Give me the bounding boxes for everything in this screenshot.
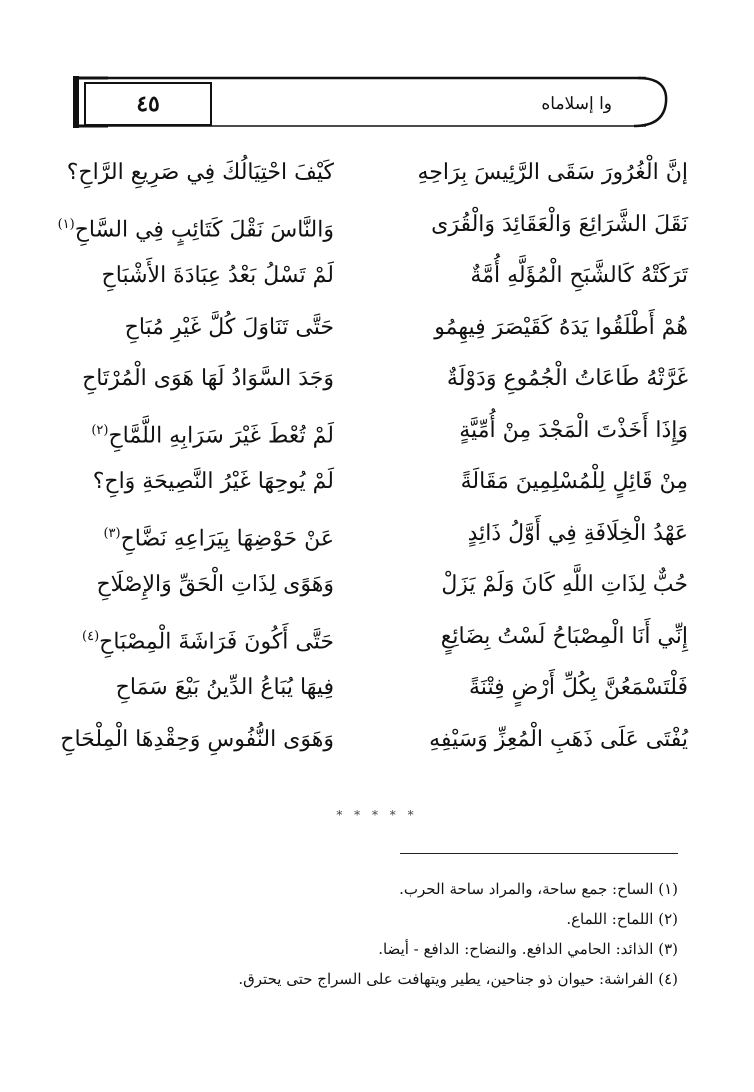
hemistich-second (116, 671, 334, 705)
footnote: (١) الساح: جمع ساحة، والمراد ساحة الحرب. (399, 880, 678, 898)
hemistich-first: فَلْتَسْمَعُنَّ بِكُلِّ أَرْضٍ فِتْنَةً (469, 675, 688, 700)
hemistich-first: غَرَّتْهُ طَاعَاتُ الْجُمُوعِ وَدَوْلَةٌ (446, 366, 688, 391)
hemistich-second (82, 362, 334, 396)
hemistich-first: هُمْ أَطْلَقُوا يَدَهُ كَقَيْصَرَ فِيهِمُو (434, 314, 688, 340)
footnote-marker: (٢) (91, 422, 109, 438)
footnote-divider (400, 853, 678, 854)
hemistich-first: يُفْتَى عَلَى ذَهَبِ الْمُعِزِّ وَسَيْفِهِ (429, 726, 688, 752)
page-header (68, 76, 668, 128)
footnote: (٤) الفراشة: حيوان ذو جناحين، يطير ويتهافت على السراج حتى يحترق. (238, 970, 678, 988)
footnote-marker: (١) (57, 216, 75, 232)
footnotes (78, 874, 678, 994)
hemistich-text: وَالنَّاسَ نَقْلَ كَتَائِبٍ فِي السَّاحِ (74, 216, 334, 242)
section-separator: * * * * * (336, 808, 418, 822)
verse (56, 150, 696, 202)
hemistich-second (58, 208, 334, 247)
hemistich-first: إِنِّي أَنَا الْمِصْبَاحُ لَسْتُ بِضَائِعٍ (440, 623, 688, 649)
verse (56, 202, 696, 254)
verse (56, 459, 696, 511)
hemistich-text: حَتَّى تَنَاوَلَ كُلَّ غَيْرِ مُبَاحِ (124, 314, 334, 340)
hemistich-first: مِنْ قَائِلٍ لِلْمُسْلِمِينَ مَقَالَةً (460, 469, 688, 494)
footnote-marker: (٤) (82, 628, 100, 644)
verse (56, 511, 696, 563)
hemistich-text: وَجَدَ السَّوَادُ لَهَا هَوَى الْمُرْتَاحِ (82, 366, 334, 391)
hemistich-second (125, 311, 334, 345)
footnote: (٢) اللماح: اللماع. (566, 910, 678, 928)
verse (56, 717, 696, 769)
verse (56, 614, 696, 666)
hemistich-second (91, 414, 334, 453)
hemistich-second (96, 568, 334, 602)
verse (56, 253, 696, 305)
hemistich-text: لَمْ تَسْلُ بَعْدُ عِبَادَةَ الأَشْبَاحِ (101, 263, 334, 288)
hemistich-first: حُبٌّ لِذَاتِ اللَّهِ كَانَ وَلَمْ يَزَلْ (441, 572, 688, 597)
hemistich-text: حَتَّى أَكُونَ فَرَاشَةَ الْمِصْبَاحِ (99, 628, 334, 654)
hemistich-second (103, 517, 334, 556)
hemistich-first: عَهْدُ الْخِلَافَةِ فِي أَوَّلُ ذَائِدٍ (467, 520, 688, 546)
hemistich-text: لَمْ تُعْطَ غَيْرَ سَرَابِهِ اللَّمَّاحِ (108, 422, 334, 448)
verse (56, 305, 696, 357)
hemistich-text: وَهَوًى لِذَاتِ الْحَقِّ وَالإِصْلَاحِ (96, 572, 334, 597)
footnote: (٣) الذائد: الحامي الدافع. والنضاح: الدافع - أيضا. (378, 940, 678, 958)
footnote-marker: (٣) (103, 525, 121, 541)
hemistich-second (102, 259, 334, 293)
page-number: ٤٥ (84, 82, 212, 126)
hemistich-second (67, 156, 334, 190)
hemistich-first: تَرَكَتْهُ كَالشَّبَحِ الْمُؤَلَّهِ أُمَّةٌ (470, 263, 688, 288)
verse (56, 408, 696, 460)
running-title: وا إسلاماه (541, 94, 612, 114)
hemistich-text: عَنْ حَوْضِهَا بِيَرَاعِهِ نَضَّاحِ (120, 525, 334, 551)
hemistich-first: وَإِذَا أَخَذْتَ الْمَجْدَ مِنْ أُمِّيَّةٍ (459, 417, 688, 443)
verse (56, 665, 696, 717)
hemistich-second (93, 465, 334, 499)
verse (56, 356, 696, 408)
poem (56, 150, 696, 768)
verse (56, 562, 696, 614)
hemistich-first: إنَّ الْغُرُورَ سَقَى الرَّئِيسَ بِرَاحِهِ (417, 160, 688, 185)
hemistich-text: كَيْفَ احْتِيَالُكَ فِي صَرِيعِ الرَّاحِ؟ (66, 160, 334, 185)
hemistich-second (82, 620, 334, 659)
hemistich-text: لَمْ يُوحِهَا غَيْرُ النَّصِيحَةِ وَاحِ؟ (92, 469, 334, 494)
hemistich-text: فِيهَا يُبَاعُ الدِّينُ بَيْعَ سَمَاحِ (115, 675, 334, 700)
hemistich-first: نَقَلَ الشَّرَائِعَ وَالْعَقَائِدَ وَالْقُرَى (431, 211, 688, 237)
hemistich-text: وَهَوَى النُّفُوسِ وَحِقْدِهَا الْمِلْحَاحِ (60, 726, 334, 752)
hemistich-second (60, 723, 334, 757)
